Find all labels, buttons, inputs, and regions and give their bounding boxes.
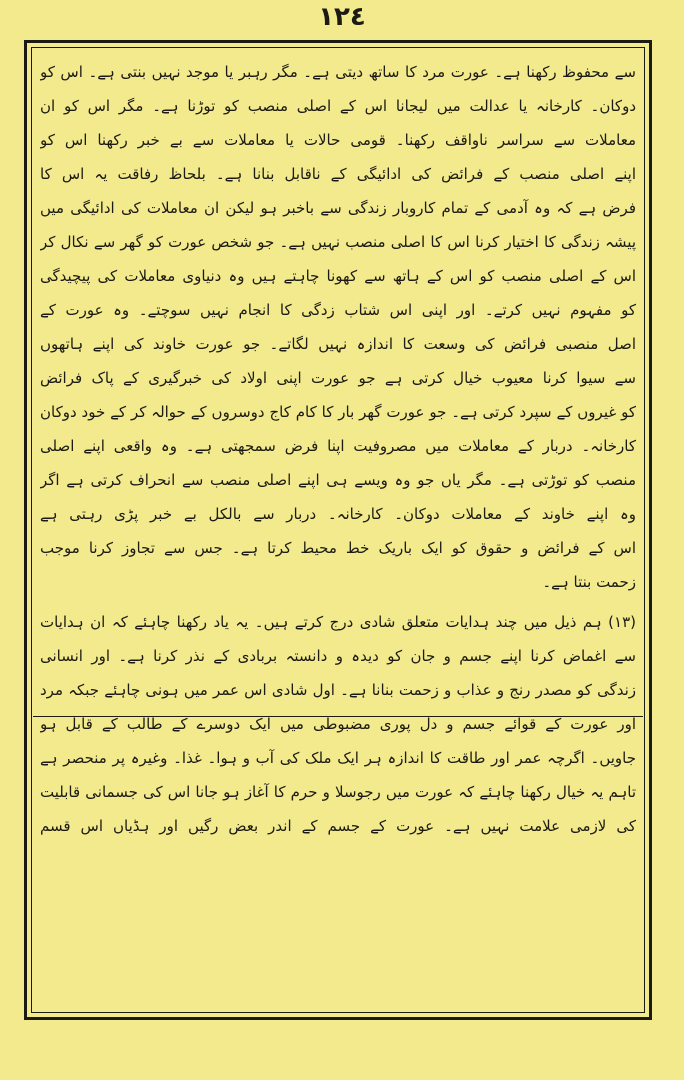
text-line: اس کے فرائض و حقوق کو ایک باریک خط محیط کرتا ہے۔ جس سے تجاوز کرنا موجب [40,539,636,557]
text-line: کو غیروں کے سپرد کرتی ہے۔ جو عورت گھر بار کا کام کاج دوسروں کے حوالہ کر کے خود دوکان [40,403,636,421]
paragraph-1 [40,55,636,599]
text-line: اپنے اصلی منصب کے فرائض کی ادائیگی کے ناقابل بنانا ہے۔ بلحاظ رفاقت یہ اس کا [40,165,636,183]
page-number: ١٢٤ [318,2,366,32]
text-line: پیشہ زندگی کا اختیار کرنا اس کا اصلی منصب نہیں ہے۔ جو شخص عورت کو گھر سے نکال کر [40,233,636,251]
text-line: زندگی کو مصدر رنج و عذاب و زحمت بنانا ہے۔ اول شادی اس عمر میں ہونی چاہئے جبکہ مرد [40,681,636,699]
text-line: کو مفہوم نہیں کرتے۔ اور اپنی اس شتاب زدگی کا انجام نہیں سوچتے۔ وہ عورت کے [40,301,636,319]
text-line: جاویں۔ اگرچہ عمر اور طاقت کا اندازہ ہر ایک ملک کی آب و ہوا۔ غذا۔ وغیرہ پر منحصر ہے [40,749,636,767]
text-line: اصل منصبی فرائض کی وسعت کا اندازہ نہیں لگاتے۔ جو عورت خاوند کی اپنے ہاتھوں [40,335,636,353]
text-line: کارخانہ۔ دربار کے معاملات میں مصروفیت اپنا فرض سمجھتی ہے۔ وہ واقعی اپنے اصلی [40,437,636,455]
text-line: اس کے اصلی منصب کو اس کے ہاتھ سے کھونا چاہتے ہیں وہ دنیاوی معاملات کی پیچیدگی [40,267,636,285]
text-line: منصب کو توڑتی ہے۔ مگر یاں جو وہ ویسے ہی اپنے اصلی منصب سے انحراف کرتی ہے اگر [40,471,636,489]
text-line: اور عورت کے قوائے جسم و دل پوری مضبوطی میں ایک دوسرے کے طالب کے قابل ہو [40,715,636,733]
text-line: وہ اپنے خاوند کے معاملات دوکان۔ کارخانہ۔ دربار سے بالکل بے خبر پڑی رہتی ہے [40,505,636,523]
text-line: سے اغماض کرنا اپنے جسم و جان کو دیدہ و دانستہ بربادی کے نذر کرنا ہے۔ اور انسانی [40,647,636,665]
text-line: سے محفوظ رکھنا ہے۔ عورت مرد کا ساتھ دیتی ہے۔ مگر رہبر یا موجد نہیں بنتی ہے۔ اس کو [40,63,636,81]
text-line: تاہم یہ خیال رکھنا چاہئے کہ عورت میں رجوسلا و حرم کا آغاز ہو جانا اس کی جسمانی قابلیت [40,783,636,801]
text-line: سے سیوا کرنا معیوب خیال کرتی ہے جو عورت اپنی اولاد کی خبرگیری کے پاک فرائض [40,369,636,387]
paragraph-2 [40,605,636,843]
text-line: معاملات سے سراسر ناواقف رکھنا۔ قومی حالات یا معاملات سے بے خبر رکھنا اس کو [40,131,636,149]
text-line: (۱۳) ہم ذیل میں چند ہدایات متعلق شادی درج کرتے ہیں۔ یہ یاد رکھنا چاہئے کہ ان ہدایات [40,613,636,631]
text-line: فرض ہے کہ وہ آدمی کے تمام کاروبار زندگی سے باخبر ہو لیکن ان معاملات کی ادائیگی میں [40,199,636,217]
text-line: کی لازمی علامت نہیں ہے۔ عورت کے جسم کے اندر بعض رگیں اور ہڈیاں اس قسم [40,817,636,835]
text-line: دوکان۔ کارخانہ یا عدالت میں لیجانا اس کے اصلی منصب کو توڑنا ہے۔ مگر اس کو ان [40,97,636,115]
page-body [40,55,636,843]
text-line: زحمت بنتا ہے۔ [542,573,636,591]
